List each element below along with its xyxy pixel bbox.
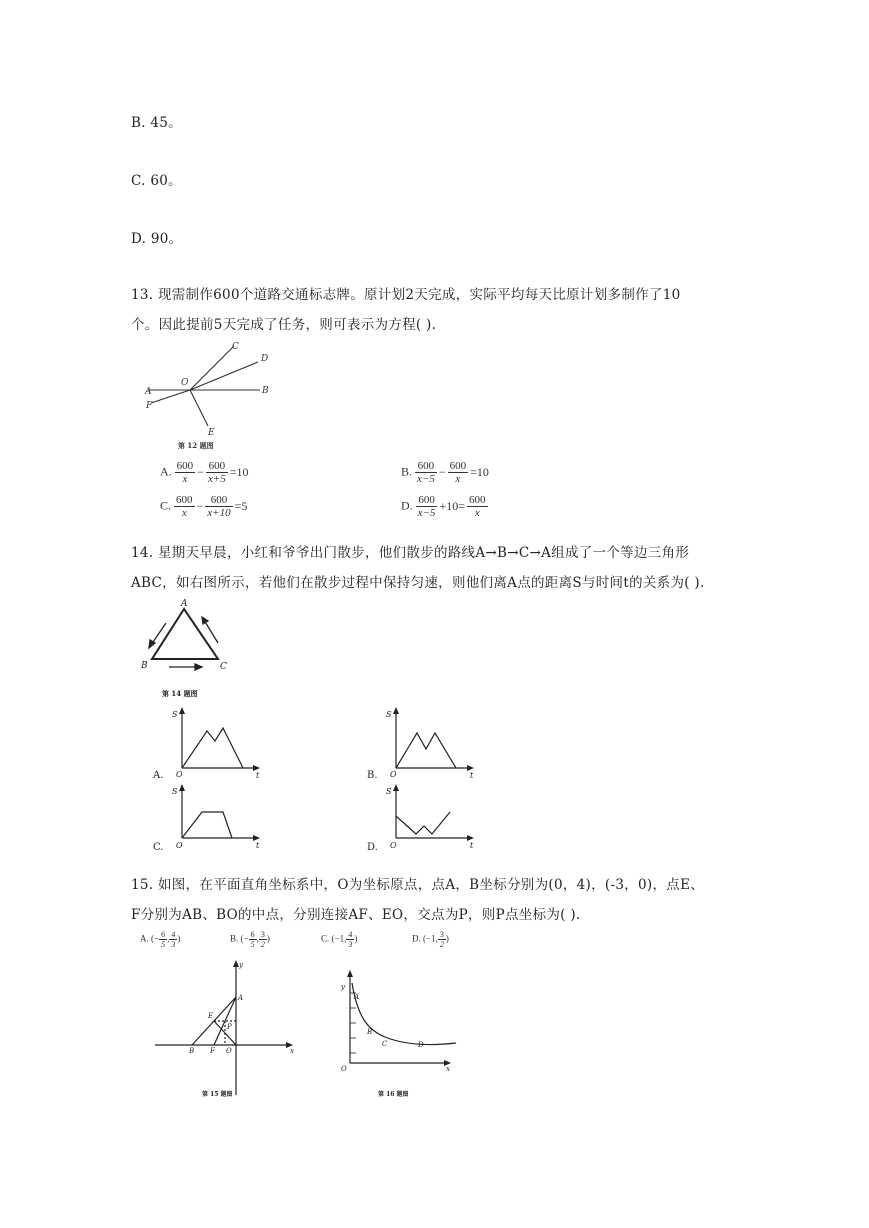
graph-line (182, 812, 232, 838)
tri-label-a: A (181, 599, 188, 609)
graph-option-d[interactable] (364, 782, 479, 857)
question-14-line1: 14. 星期天早晨，小红和爷爷出门散步，他们散步的路线A→B→C→A组成了一个等边三角形 (131, 545, 690, 561)
option-b-prev: B. 45。 (131, 115, 182, 131)
fraction: $\frac{600}{x}$ (449, 460, 467, 485)
svg-text:y: y (341, 983, 345, 991)
q15-option-a[interactable]: A. (− $\frac{6}{5}$ , $\frac{4}{3}$ ) (140, 930, 181, 949)
figure-12-rays (140, 340, 280, 455)
svg-text:O: O (390, 841, 397, 850)
svg-text:O: O (390, 770, 397, 779)
graph-option-c[interactable] (150, 782, 265, 857)
tri-label-b: B (141, 661, 148, 671)
triangle-abc (152, 609, 218, 659)
q15-option-d[interactable]: D. (−1, $\frac{3}{2}$ ) (412, 930, 449, 949)
svg-text:D: D (418, 1041, 424, 1049)
fraction: $\frac{600}{x-5}$ (417, 494, 436, 519)
figure-15-coordinate (150, 955, 300, 1105)
svg-text:B: B (189, 1047, 195, 1055)
graph-option-d-label: D. (367, 842, 378, 853)
ray-of (151, 390, 190, 403)
label-f: F (146, 401, 153, 411)
option-c-prev: C. 60。 (131, 173, 182, 189)
q13-option-c[interactable]: C. $\frac{600}{x}$ − $\frac{600}{x+10}$ =5 (160, 494, 248, 519)
q15-option-c[interactable]: C. (−1, $\frac{4}{3}$ ) (321, 930, 358, 949)
figure-12-caption: 第 12 题图 (178, 441, 214, 450)
svg-text:x: x (446, 1065, 450, 1073)
label-o: O (181, 378, 189, 388)
fraction: $\frac{600}{x+5}$ (207, 460, 226, 485)
svg-text:A: A (354, 993, 360, 1001)
figure-14-caption: 第 14 题图 (162, 689, 198, 698)
graph-line (396, 733, 456, 768)
graph-option-b[interactable] (364, 705, 479, 780)
option-d-prev: D. 90。 (131, 231, 183, 247)
fraction: $\frac{600}{x}$ (176, 494, 193, 519)
svg-text:y: y (239, 961, 243, 969)
svg-text:t: t (256, 841, 260, 850)
ray-oe (190, 390, 208, 426)
fraction: $\frac{600}{x}$ (469, 494, 486, 519)
svg-text:B: B (367, 1028, 373, 1036)
question-15-line2: F分别为AB、BO的中点，分别连接AF、EO，交点为P，则P点坐标为( ). (131, 907, 581, 923)
label-a: A (145, 387, 152, 397)
svg-text:S: S (386, 710, 392, 719)
graph-option-c-label: C. (153, 842, 164, 853)
svg-text:E: E (208, 1012, 214, 1020)
question-15-line1: 15. 如图，在平面直角坐标系中，O为坐标原点，点A，B坐标分别为(0，4)，(-3，0)，点E、 (131, 877, 705, 893)
graph-line (396, 812, 450, 834)
question-13-line1: 13. 现需制作600个道路交通标志牌。原计划2天完成，实际平均每天比原计划多制作了10 (131, 287, 681, 303)
figure-16-caption: 第 16 题图 (378, 1091, 409, 1098)
svg-text:t: t (470, 841, 474, 850)
graph-line (182, 728, 243, 768)
svg-text:O: O (226, 1047, 232, 1055)
svg-text:O: O (341, 1065, 347, 1073)
ray-oc (190, 346, 234, 390)
fraction: $\frac{600}{x+10}$ (207, 494, 231, 519)
svg-text:x: x (290, 1047, 294, 1055)
svg-text:S: S (172, 787, 178, 796)
label-b: B (262, 386, 269, 396)
q15-option-b[interactable]: B. (− $\frac{6}{5}$ , $\frac{3}{2}$ ) (230, 930, 270, 949)
svg-text:O: O (176, 770, 183, 779)
svg-text:F: F (210, 1047, 215, 1055)
label-d: D (261, 354, 269, 364)
svg-text:t: t (470, 771, 474, 780)
ray-od (190, 362, 258, 390)
svg-text:A: A (238, 994, 244, 1002)
figure-16-curve (330, 965, 470, 1105)
fraction: $\frac{600}{x}$ (176, 460, 194, 485)
fraction: $\frac{600}{x-5}$ (417, 460, 435, 485)
question-14-line2: ABC，如右图所示，若他们在散步过程中保持匀速，则他们离A点的距离S与时间t的关系为( ). (131, 575, 705, 591)
q13-option-b[interactable]: B. $\frac{600}{x-5}$ − $\frac{600}{x}$ =10 (401, 460, 489, 485)
figure-14-triangle (136, 595, 246, 705)
figure-15-caption: 第 15 题图 (202, 1091, 233, 1098)
q13-option-d[interactable]: D. $\frac{600}{x-5}$ +10= $\frac{600}{x}$ (401, 494, 486, 519)
q13-option-a[interactable]: A. $\frac{600}{x}$ − $\frac{600}{x+5}$ =10 (160, 460, 249, 485)
label-c: C (232, 342, 239, 352)
tri-label-c: C (220, 662, 227, 672)
svg-text:S: S (386, 787, 392, 796)
svg-text:C: C (382, 1040, 388, 1048)
question-13-line2: 个。因此提前5天完成了任务，则可表示为方程( ). (131, 317, 437, 333)
svg-text:P: P (227, 1023, 232, 1031)
label-e: E (208, 428, 215, 438)
svg-text:t: t (256, 771, 260, 780)
svg-text:S: S (172, 710, 178, 719)
svg-text:O: O (176, 841, 183, 850)
graph-option-b-label: B. (367, 770, 378, 780)
graph-option-a-label: A. (153, 770, 164, 780)
graph-option-a[interactable] (150, 705, 265, 780)
